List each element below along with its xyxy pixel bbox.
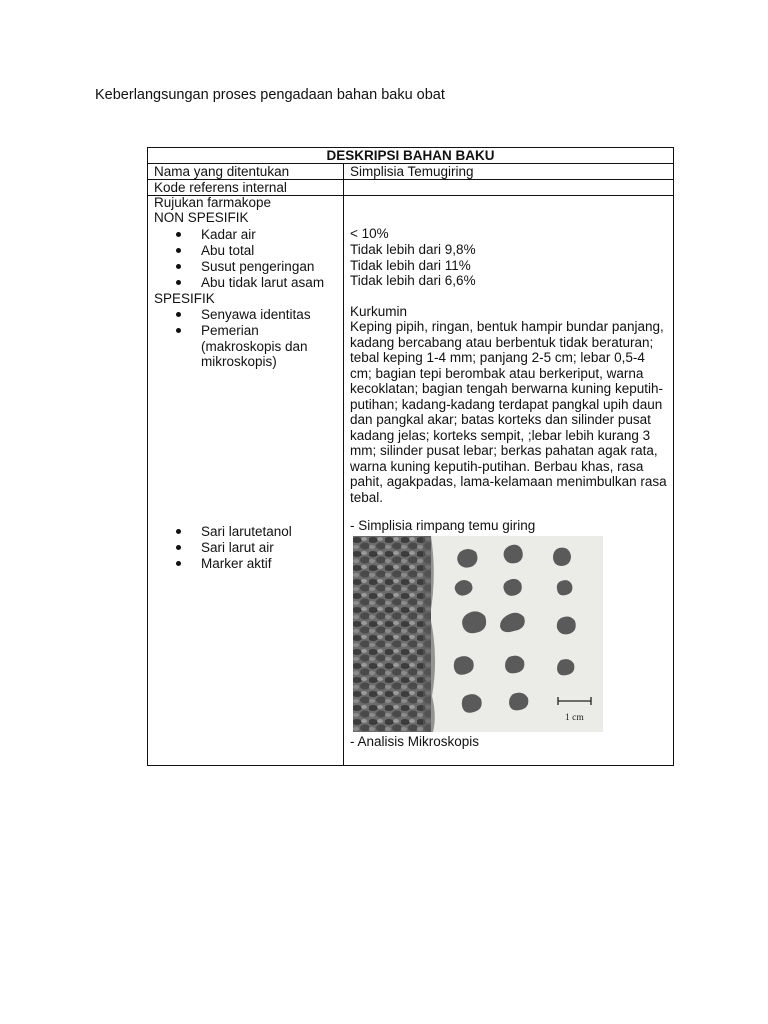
table-border-right <box>673 147 674 766</box>
specific-list <box>174 307 341 370</box>
name-label: Nama yang ditentukan <box>154 164 290 179</box>
acid-insoluble-ash-value: Tidak lebih dari 6,6% <box>350 273 476 288</box>
list-item: Marker aktif <box>174 556 292 572</box>
list-item: Sari larut air <box>174 540 292 556</box>
non-specific-heading: NON SPESIFIK <box>154 210 249 225</box>
list-item: Senyawa identitas <box>174 307 341 323</box>
identity-compound-value: Kurkumin <box>350 304 408 319</box>
table-title: DESKRIPSI BAHAN BAKU <box>326 148 495 163</box>
list-item: Pemerian (makroskopis dan mikroskopis) <box>174 323 341 370</box>
specific-heading: SPESIFIK <box>154 291 215 306</box>
non-specific-list <box>174 227 324 291</box>
name-value: Simplisia Temugiring <box>350 164 474 179</box>
simplisia-caption: - Simplisia rimpang temu giring <box>350 518 536 533</box>
moisture-value: < 10% <box>350 226 389 241</box>
description-paragraph: Keping pipih, ringan, bentuk hampir bundar panjang, kadang bercabang atau berbentuk tidak beraturan; tebal keping 1-4 mm; panjang 2-5 cm; lebar 0,5-4 cm; bagian tepi berombak atau berkeriput, warna kecoklatan; bagian tengah berwarna kuning keputih-putihan; kadang-kadang terdapat pangkal upih daun dan pangkal akar; batas korteks dan silinder pusat kadang jelas; korteks sempit, ;lebar lebih kurang 3 mm; silinder pusat lebar; berkas pahatan agak rata, warna kuning keputih-putihan. Berbau khas, rasa pahit, agakpadas, lama-kelamaan menimbulkan rasa tebal. <box>350 319 667 506</box>
list-item: Abu tidak larut asam <box>174 275 324 291</box>
code-label: Kode referens internal <box>154 180 287 195</box>
table-column-divider <box>343 163 344 766</box>
page-heading: Keberlangsungan proses pengadaan bahan baku obat <box>95 87 445 103</box>
specific-list-extra <box>174 524 292 572</box>
raw-material-description-table <box>147 147 674 766</box>
list-item: Sari larutetanol <box>174 524 292 540</box>
scale-bar-label: 1 cm <box>565 713 584 723</box>
table-border-left <box>147 147 148 766</box>
microscopic-analysis-caption: - Analisis Mikroskopis <box>350 734 480 749</box>
total-ash-value: Tidak lebih dari 9,8% <box>350 242 476 257</box>
drying-loss-value: Tidak lebih dari 11% <box>350 258 471 273</box>
list-item: Abu total <box>174 243 324 259</box>
list-item: Susut pengeringan <box>174 259 324 275</box>
list-item: Kadar air <box>174 227 324 243</box>
pharmacopoeia-reference-label: Rujukan farmakope <box>154 195 272 210</box>
table-border-bottom <box>147 765 674 766</box>
simplisia-photo <box>353 536 603 732</box>
